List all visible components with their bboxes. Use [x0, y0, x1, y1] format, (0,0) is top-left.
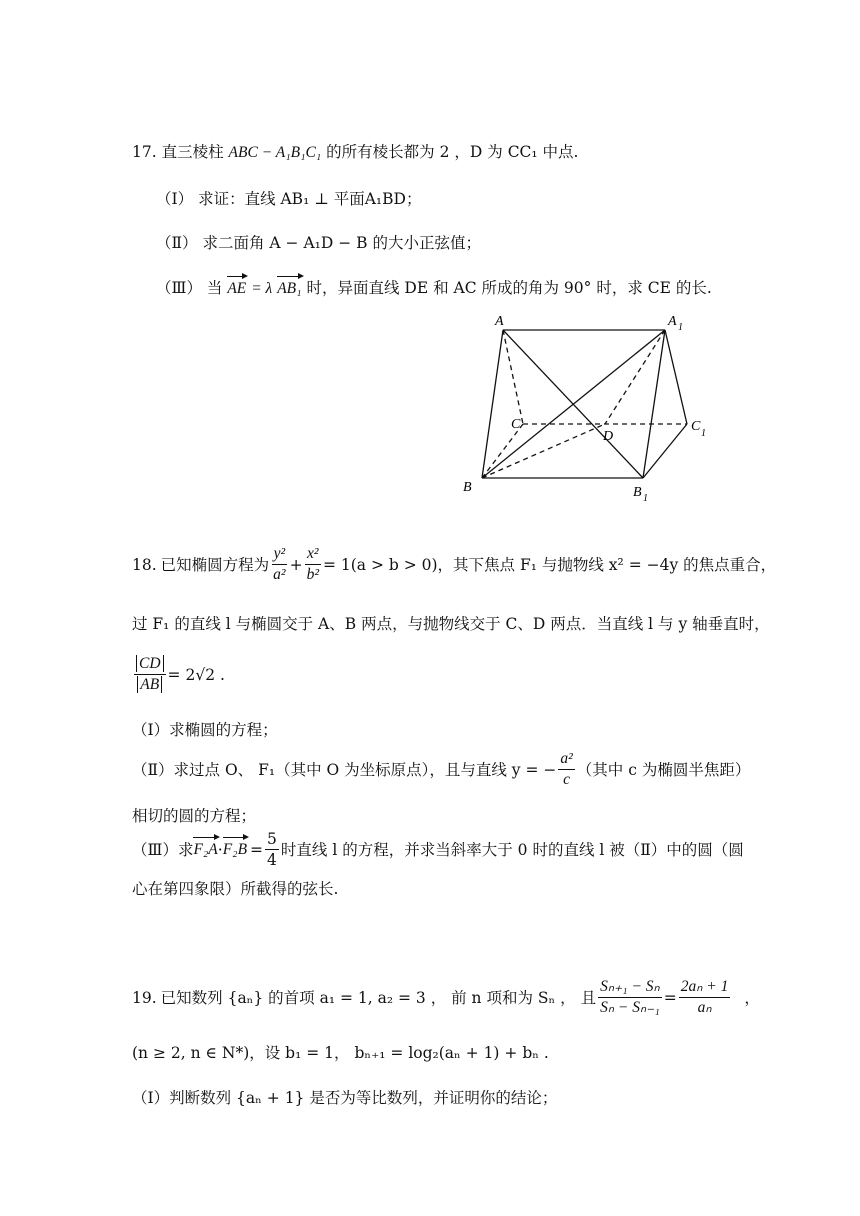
problem-18-part3-pre: （Ⅲ）求	[132, 840, 194, 859]
abs-ab: AB	[137, 676, 162, 693]
problem-18-frac-y2-a2	[271, 545, 287, 584]
label-d: D	[603, 429, 614, 444]
frac-numerator: a²	[558, 750, 574, 770]
edge-a-c	[503, 330, 523, 424]
problem-18-frac-5-4	[265, 830, 279, 869]
problem-17-part3-post: 时，异面直线 DE 和 AC 所成的角为 90° 时，求 CE 的长.	[306, 279, 712, 297]
problem-18-part3-cont: 心在第四象限）所截得的弦长.	[132, 880, 339, 898]
frac-numerator: x²	[305, 545, 321, 565]
problem-18-ratio-value: = 2√2 .	[167, 665, 225, 684]
problem-17-edge: 2	[439, 143, 450, 161]
label-c1-sub: 1	[701, 428, 706, 439]
edge-a-b	[482, 330, 503, 478]
frac-denominator: aₙ	[697, 999, 712, 1016]
problem-19-frac-s	[598, 978, 662, 1017]
problem-18-plus: +	[289, 555, 303, 574]
label-a: A	[495, 314, 504, 329]
label-c1: C	[691, 419, 701, 434]
problem-18-part2-cont: 相切的圆的方程；	[132, 807, 257, 825]
problem-19-line2: (n ≥ 2, n ∈ N*)，设 b₁ = 1， bₙ₊₁ = log₂(aₙ + 1) + bₙ .	[132, 1044, 549, 1062]
abs-cd: CD	[136, 655, 164, 672]
problem-18-line1-eq: = 1(a > b > 0)，其下焦点 F₁ 与抛物线 x² = −4y 的焦点重合，	[322, 555, 777, 574]
line-b-a1	[482, 330, 665, 478]
problem-19-frac-a	[679, 978, 731, 1017]
label-a1-sub: 1	[678, 322, 683, 333]
problem-17-part3	[156, 278, 712, 299]
problem-17-prism: ABC − A₁B₁C₁	[228, 144, 322, 161]
problem-17-part1	[156, 189, 421, 209]
edge-a1-c1	[665, 330, 687, 424]
problem-17-vector-ae: AE	[227, 280, 247, 297]
problem-18-part3-eq: =	[250, 840, 264, 859]
problem-17-part2-text: 求二面角 A − A₁D − B 的大小正弦值；	[202, 234, 481, 252]
label-b1: B	[633, 485, 642, 500]
problem-19-line1-pre: 已知数列 {aₙ} 的首项 a₁ = 1, a₂ = 3 ， 前 n 项和为 Sₙ ， 且	[160, 988, 597, 1007]
problem-18-part1: （Ⅰ）求椭圆的方程；	[132, 721, 278, 739]
problem-18-frac-cd-ab	[134, 655, 166, 694]
problem-18-part3-post: 时直线 l 的方程，并求当斜率大于 0 时的直线 l 被（Ⅱ）中的圆（圆	[280, 840, 744, 859]
problem-19-part1: （Ⅰ）判断数列 {aₙ + 1} 是否为等比数列，并证明你的结论；	[132, 1089, 558, 1107]
problem-17-part2-label: （Ⅱ）	[156, 234, 198, 252]
frac-denominator: 4	[267, 851, 277, 869]
problem-18-line1	[132, 545, 776, 584]
problem-17-part3-eq: = λ	[251, 280, 273, 297]
frac-denominator: c	[563, 771, 571, 788]
problem-18-vector-f2a: F₂A	[193, 840, 218, 858]
problem-17-part2	[156, 233, 481, 253]
problem-17-part1-label: （Ⅰ）	[156, 190, 194, 208]
label-c: C	[511, 417, 521, 432]
problem-19-number: 19.	[132, 988, 157, 1007]
problem-18-number: 18.	[132, 555, 157, 574]
problem-17-stem	[132, 142, 578, 163]
problem-17-part1-text: 求证：直线 AB₁ ⊥ 平面A₁BD；	[198, 190, 422, 208]
problem-18-line1-pre: 已知椭圆方程为	[160, 555, 270, 574]
problem-17-vector-ab1: AB₁	[277, 280, 302, 297]
problem-18-frac-x2-b2	[305, 545, 321, 584]
problem-19-eq: =	[663, 988, 677, 1007]
problem-17-number: 17.	[132, 143, 157, 161]
frac-numerator: y²	[272, 545, 288, 565]
problem-18-line2: 过 F₁ 的直线 l 与椭圆交于 A、B 两点，与抛物线交于 C、D 两点．当直线 l 与 y 轴垂直时，	[132, 615, 770, 633]
problem-18-vector-f2b: F₂B	[222, 840, 248, 858]
frac-denominator: Sₙ − Sₙ₋₁	[600, 999, 660, 1016]
problem-19-line1	[132, 978, 760, 1017]
problem-18-part2-post: （其中 c 为椭圆半焦距）	[576, 760, 751, 779]
problem-18-ratio	[132, 655, 225, 694]
problem-17-stem-middle: 的所有棱长都为	[326, 143, 435, 161]
problem-17-stem-d: ，D 为 CC₁ 中点.	[454, 143, 579, 161]
problem-17-part3-pre: 当	[206, 279, 223, 297]
frac-numerator: 5	[267, 830, 277, 848]
problem-17-part3-label: （Ⅲ）	[156, 279, 202, 297]
problem-18-part3	[132, 830, 744, 869]
label-a1: A	[668, 314, 677, 329]
problem-18-part2	[132, 750, 750, 789]
problem-19-line1-end: ，	[744, 988, 760, 1007]
prism-figure	[455, 306, 720, 506]
problem-18-frac-a2-c	[558, 750, 574, 789]
frac-denominator: a²	[273, 566, 286, 583]
label-b: B	[463, 480, 472, 495]
line-a1-d	[605, 330, 665, 424]
problem-18-dot: ·	[217, 840, 223, 859]
line-b-d	[482, 424, 605, 478]
label-b1-sub: 1	[643, 493, 648, 504]
frac-numerator: 2aₙ + 1	[679, 978, 731, 998]
frac-numerator: Sₙ₊₁ − Sₙ	[598, 978, 662, 998]
problem-18-part2-pre: （Ⅱ）求过点 O、 F₁（其中 O 为坐标原点），且与直线 y = −	[132, 760, 557, 779]
problem-17-stem-prefix: 直三棱柱	[161, 143, 224, 161]
frac-denominator: b²	[306, 566, 319, 583]
